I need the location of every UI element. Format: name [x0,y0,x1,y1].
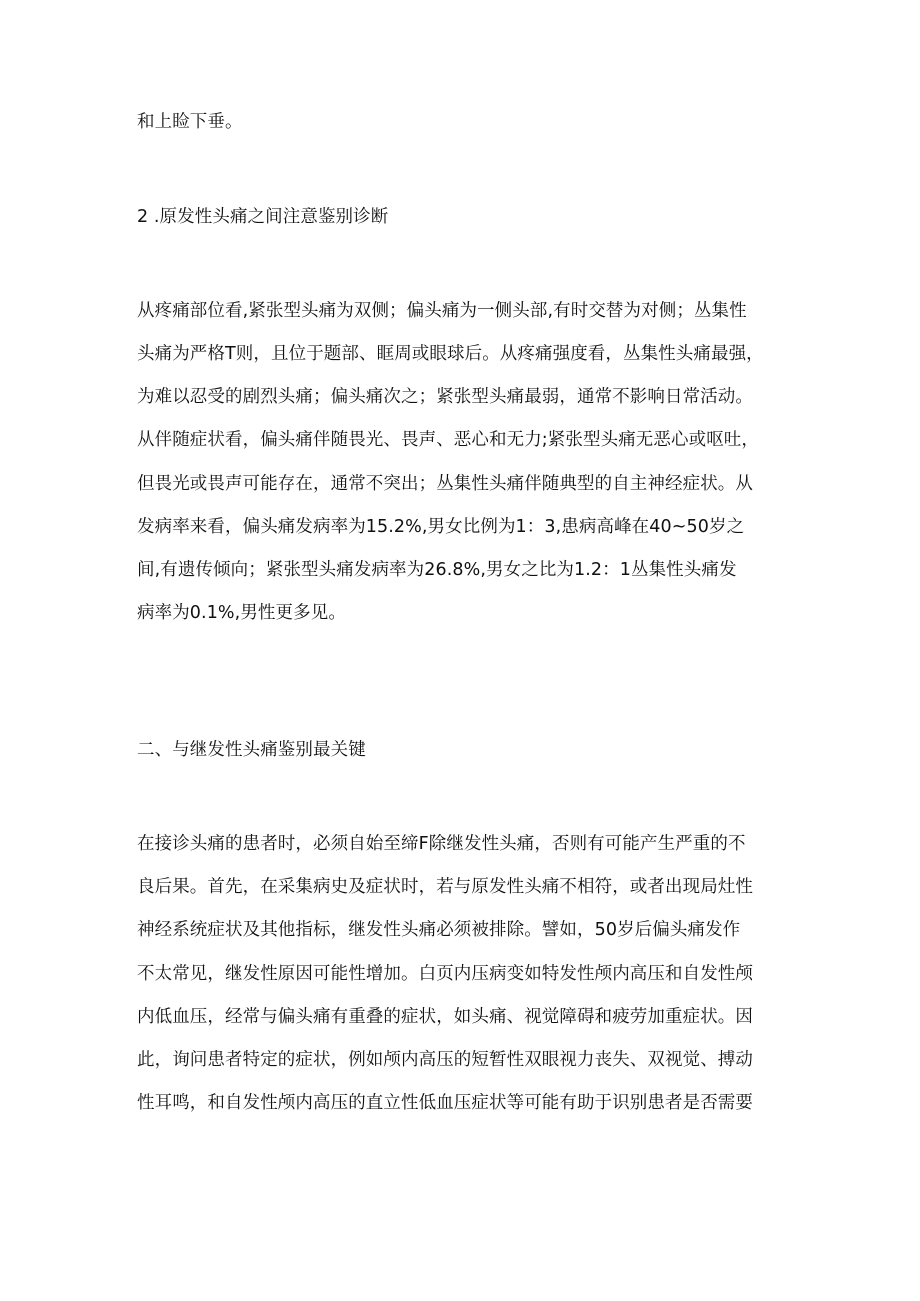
section-heading: 2 .原发性头痛之间注意鉴别诊断 [137,207,389,227]
paragraph-line: 头痛为严格T则，且位于题部、眶周或眼球后。从疼痛强度看，丛集性头痛最强， [137,344,764,364]
section-heading: 二、与继发性头痛鉴别最关键 [137,740,366,760]
paragraph-line: 在接诊头痛的患者时，必须自始至缔F除继发性头痛，否则有可能产生严重的不 [137,834,746,854]
paragraph-line: 性耳鸣，和自发性颅内高压的直立性低血压症状等可能有助于识别患者是否需要 [137,1093,753,1113]
paragraph-line: 从疼痛部位看,紧张型头痛为双侧；偏头痛为一侧头部,有时交替为对侧；丛集性 [137,301,747,321]
paragraph-line: 良后果。首先，在采集病史及症状时，若与原发性头痛不相符，或者出现局灶性 [137,877,753,897]
paragraph-line: 此，询问患者特定的症状，例如颅内高压的短暂性双眼视力丧失、双视觉、搏动 [137,1050,753,1070]
paragraph-line: 神经系统症状及其他指标，继发性头痛必须被排除。譬如，50岁后偏头痛发作 [137,920,741,940]
paragraph-line: 病率为0.1%,男性更多见。 [137,603,346,623]
continuation-text: 和上睑下垂。 [137,112,243,132]
paragraph-line: 为难以忍受的剧烈头痛；偏头痛次之；紧张型头痛最弱，通常不影响日常活动。 [137,387,753,407]
paragraph-line: 内低血压，经常与偏头痛有重叠的症状，如头痛、视觉障碍和疲劳加重症状。因 [137,1007,753,1027]
paragraph-line: 从伴随症状看，偏头痛伴随畏光、畏声、恶心和无力;紧张型头痛无恶心或呕吐， [137,430,759,450]
paragraph-line: 发病率来看，偏头痛发病率为15.2%,男女比例为1：3,患病高峰在40~50岁之 [137,517,745,537]
paragraph-line: 不太常见，继发性原因可能性增加。白页内压病变如特发性颅内高压和自发性颅 [137,964,753,984]
paragraph-line: 间,有遗传倾向；紧张型头痛发病率为26.8%,男女之比为1.2：1丛集性头痛发 [137,560,737,580]
paragraph-line: 但畏光或畏声可能存在，通常不突出；丛集性头痛伴随典型的自主神经症状。从 [137,474,753,494]
